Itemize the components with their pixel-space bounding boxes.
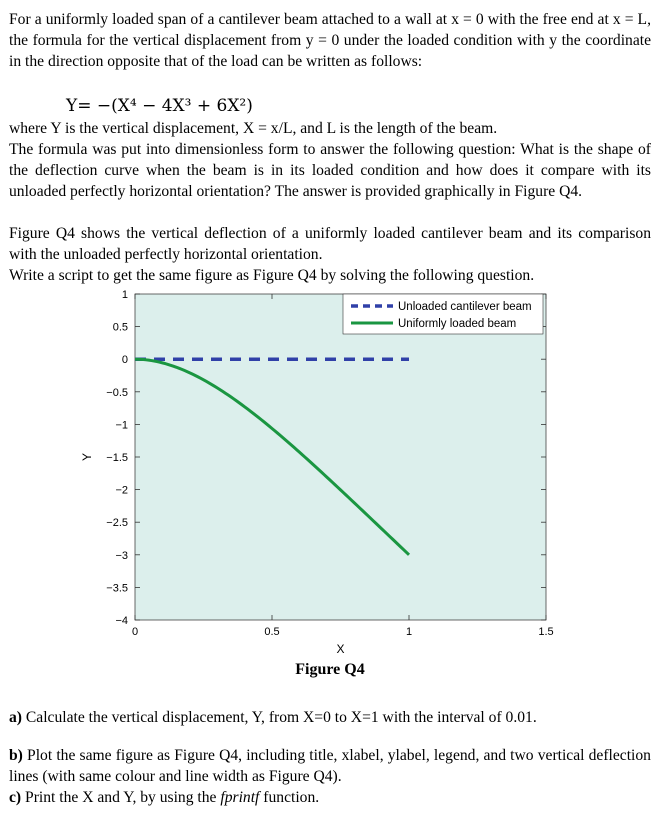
y-tick-label: −0.5 xyxy=(106,386,128,399)
y-tick-label: −2 xyxy=(115,484,128,497)
y-tick-label: −1.5 xyxy=(106,452,128,464)
x-tick-label: 0.5 xyxy=(264,626,280,638)
question-c-text-pre: Print the X and Y, by using the xyxy=(25,789,221,806)
question-b-label: b) xyxy=(9,747,23,764)
question-c-function-name: fprintf xyxy=(220,789,260,806)
question-a xyxy=(9,707,651,728)
y-tick-label: −4 xyxy=(115,615,128,627)
question-a-text: Calculate the vertical displacement, Y, from X=0 to X=1 with the interval of 0.01. xyxy=(25,709,537,726)
x-tick-label: 0 xyxy=(131,626,139,638)
legend-label-unloaded: Unloaded cantilever beam xyxy=(398,301,532,313)
legend-label-loaded: Uniformly loaded beam xyxy=(398,318,517,330)
x-tick-label: 1.5 xyxy=(538,626,554,638)
question-c-label: c) xyxy=(9,789,22,806)
y-axis-label: Y xyxy=(80,452,94,462)
task-instruction: Write a script to get the same figure as Figure Q4 by solving the following question. xyxy=(9,267,535,284)
intro-paragraph: For a uniformly loaded span of a cantilever beam attached to a wall at x = 0 with the free end at x = L, the formula for the vertical displacement from y = 0 under the loaded condition with y the coordinate in the direction opposite that of the load can be written as follows: xyxy=(9,11,651,70)
question-c-text-post: function. xyxy=(259,789,320,806)
figure-caption: Figure Q4 xyxy=(295,661,365,678)
x-axis-label: X xyxy=(336,642,345,656)
x-tick-label: 1 xyxy=(405,626,413,638)
variable-definition: where Y is the vertical displacement, X = x/L, and L is the length of the beam. xyxy=(9,120,498,137)
y-tick-label: −1 xyxy=(115,419,128,432)
displacement-formula: Y= −(X⁴ − 4X³ + 6X²) xyxy=(66,96,253,116)
deflection-chart xyxy=(78,284,578,664)
plot-area xyxy=(135,294,546,620)
question-c xyxy=(9,787,651,808)
y-tick-label: −3.5 xyxy=(106,582,128,595)
legend xyxy=(343,294,543,334)
figure-description: Figure Q4 shows the vertical deflection of a uniformly loaded cantilever beam and its comparison with the unloaded perfectly horizontal orientation. xyxy=(9,225,651,263)
y-tick-label: −2.5 xyxy=(106,517,128,530)
y-tick-label: 1 xyxy=(121,289,128,301)
question-b-text: Plot the same figure as Figure Q4, including title, xlabel, ylabel, legend, and two vertical deflection lines (with same colour and line width as Figure Q4). xyxy=(9,747,651,785)
question-b xyxy=(9,745,651,787)
y-tick-label: 0 xyxy=(121,354,128,367)
y-tick-label: 0.5 xyxy=(112,321,128,334)
y-tick-label: −3 xyxy=(115,549,128,562)
question-context: The formula was put into dimensionless form to answer the following question: What is the shape of the deflection curve when the beam is in its loaded condition and how does it compare with its unloaded perfectly horizontal orientation? The answer is provided graphically in Figure Q4. xyxy=(9,141,651,200)
question-a-label: a) xyxy=(9,709,22,726)
